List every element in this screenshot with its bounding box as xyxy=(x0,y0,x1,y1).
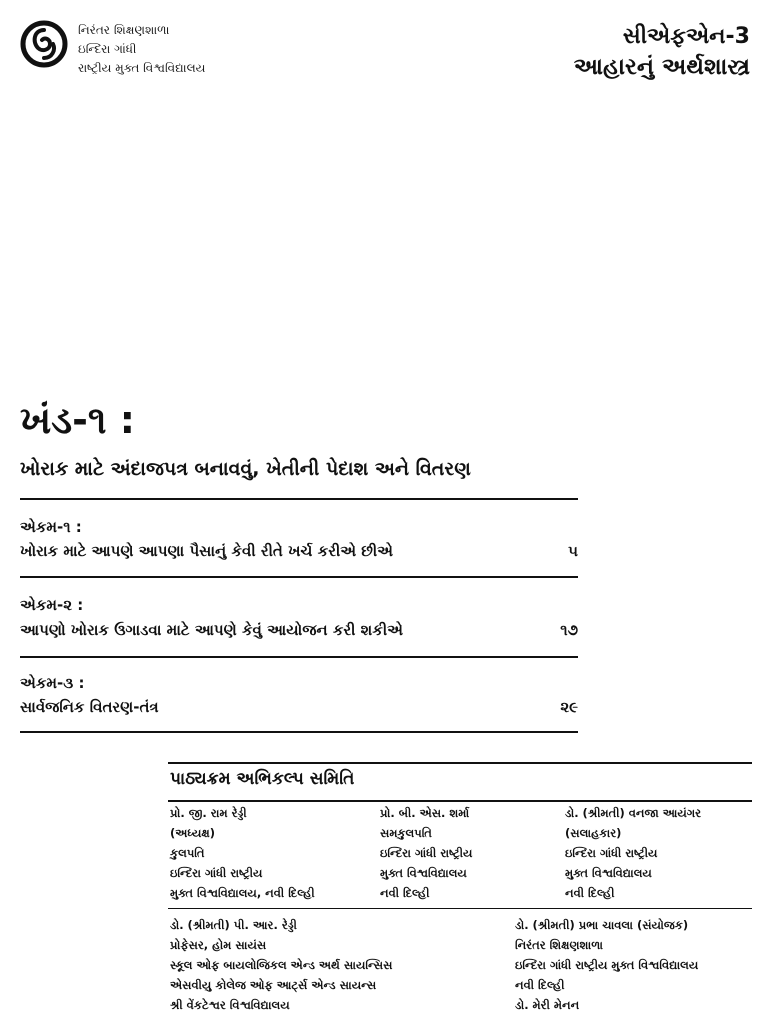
member-name: પ્રો. બી. એસ. શર્મા xyxy=(380,806,470,820)
unit-2-page: ૧૭ xyxy=(560,621,578,639)
committee-member-3 xyxy=(565,803,701,903)
member-location: નવી દિલ્હી xyxy=(380,886,430,900)
member-location: મુક્ત વિશ્વવિદ્યાલય, નવી દિલ્હી xyxy=(170,886,315,900)
block-subtitle: ખોરાક માટે અંદાજપત્ર બનાવવું, ખેતીની પેદાશ અને વિતરણ xyxy=(20,458,471,480)
member-name: ડો. (શ્રીમતી) પ્રભા ચાવલા (સંયોજક) xyxy=(515,918,689,932)
course-title: આહારનું અર્થશાસ્ત્ર xyxy=(573,54,750,80)
member-affiliation: ઇન્દિરા ગાંધી રાષ્ટ્રીય xyxy=(565,846,658,860)
committee-member-2 xyxy=(380,803,472,903)
committee-top-rule xyxy=(168,762,752,764)
divider xyxy=(20,656,578,658)
committee-title: પાઠ્યક્રમ અભિકલ્પ સમિતિ xyxy=(170,769,355,789)
course-code: સીએફએન-3 xyxy=(622,24,750,49)
member-name: ડો. (શ્રીમતી) પી. આર. રેડ્ડી xyxy=(170,918,297,932)
member-name: ડો. (શ્રીમતી) વનજા આયંગર xyxy=(565,806,702,820)
member-affiliation: સ્કૂલ ઓફ બાયલોજિકલ એન્ડ અર્થ સાયન્સિસ xyxy=(170,958,393,972)
member-affiliation: ઇન્દિરા ગાંધી રાષ્ટ્રીય xyxy=(380,846,473,860)
member-position: કુલપતિ xyxy=(170,846,205,860)
unit-2-label: એકમ-૨ : xyxy=(20,596,84,614)
member-role: (સલાહકાર) xyxy=(565,826,622,840)
unit-3-title: સાર્વજનિક વિતરણ-તંત્ર xyxy=(20,698,159,716)
university-logo xyxy=(20,20,68,68)
unit-3-label: એકમ-૩ : xyxy=(20,674,85,692)
unit-1-page: ૫ xyxy=(568,542,578,560)
member-affiliation: એસવીયુ કોલેજ ઓફ આર્ટ્સ એન્ડ સાયન્સ xyxy=(170,978,377,992)
unit-2-title: આપણો ખોરાક ઉગાડવા માટે આપણે કેવું આયોજન કરી શકીએ xyxy=(20,621,403,639)
unit-1-label: એકમ-૧ : xyxy=(20,518,82,536)
committee-member-1 xyxy=(170,803,315,903)
member-name: પ્રો. જી. રામ રેડ્ડી xyxy=(170,806,247,820)
unit-1-title: ખોરાક માટે આપણે આપણા પૈસાનું કેવી રીતે ખર્ચ કરીએ છીએ xyxy=(20,542,394,560)
block-title: ખંડ-૧ : xyxy=(20,398,135,442)
member-affiliation: શ્રી વેંકટેશ્વર વિશ્વવિદ્યાલય xyxy=(170,998,290,1012)
member-affiliation: મુક્ત વિશ્વવિદ્યાલય xyxy=(565,866,652,880)
member-affiliation: ઇન્દિરા ગાંધી રાષ્ટ્રીય xyxy=(170,866,263,880)
member-location: નવી દિલ્હી xyxy=(565,886,615,900)
member-affiliation: મુક્ત વિશ્વવિદ્યાલય xyxy=(380,866,467,880)
divider xyxy=(20,498,578,500)
member-location: નવી દિલ્હી xyxy=(515,978,565,992)
institution-line-1: નિરંતર શિક્ષણશાળા xyxy=(78,23,170,37)
committee-rule xyxy=(168,908,752,909)
unit-3-page: ૨૯ xyxy=(560,698,578,716)
divider xyxy=(20,731,578,733)
divider xyxy=(20,576,578,578)
institution-line-3: રાષ્ટ્રીય મુક્ત વિશ્વવિદ્યાલય xyxy=(78,61,206,75)
committee-rule xyxy=(168,800,752,802)
member-name: ડો. મેરી મેનન xyxy=(515,998,580,1012)
member-position: પ્રોફેસર, હોમ સાયંસ xyxy=(170,938,267,952)
institution-line-2: ઇન્દિરા ગાંધી xyxy=(78,42,137,56)
committee-member-5 xyxy=(515,915,698,1015)
member-affiliation: નિરંતર શિક્ષણશાળા xyxy=(515,938,603,952)
member-affiliation: ઇન્દિરા ગાંધી રાષ્ટ્રીય મુક્ત વિશ્વવિદ્યાલય xyxy=(515,958,699,972)
member-role: (અધ્યક્ષ) xyxy=(170,826,215,840)
member-position: સમકુલપતિ xyxy=(380,826,432,840)
committee-member-4 xyxy=(170,915,392,1015)
